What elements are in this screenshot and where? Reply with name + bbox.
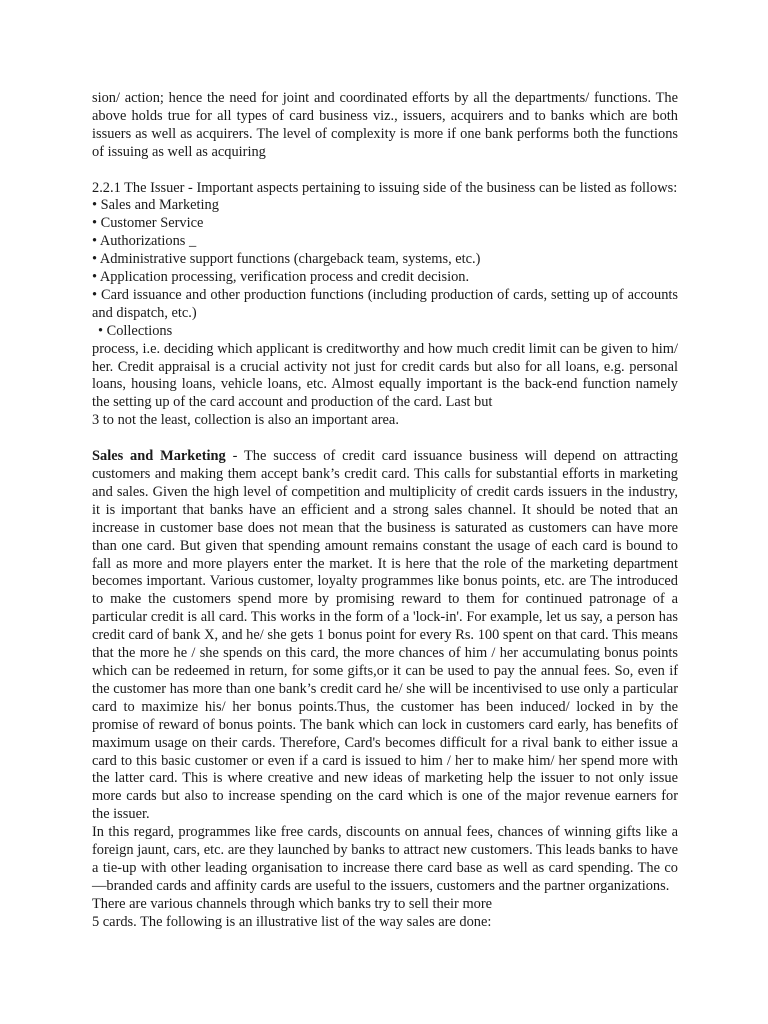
list-item: • Card issuance and other production functions (including production of cards, setting up of accounts and dispatch, etc.) xyxy=(92,286,678,321)
channels-line-1: There are various channels through which banks try to sell their more xyxy=(92,895,493,912)
process-paragraph xyxy=(92,341,678,431)
sales-text: - The success of credit card issuance business will depend on attracting customers and making them accept bank’s credit card. This calls for substantial efforts in marketing and sales. Given the high level of competition and multiplicity of credit cards issuers in the industry, it is important that banks have an efficient and a strong sales channel. It should be noted that an increase in customer base does not mean that the business is saturated as customers can have more than one card. But given that spending amount remains constant the usage of each card is bound to fall as more and more players enter the market. It is here that the role of the marketing department becomes important. Various customer, loyalty programmes like bonus points, etc. are The introduced to make the customers spend more by promising reward to them for continued patronage of a particular credit is all card. This works in the form of a 'lock-in'. For example, let us say, a person has credit card of bank X, and he/ she gets 1 bonus point for every Rs. 100 spent on that card. This means that the more he / she spends on this card, the more chances of him / her accumulating bonus points which can be redeemed in return, for some gifts,or it can be used to pay the annual fees. So, even if the customer has more than one bank’s credit card he/ she will be incentivised to use only a particular card to maximize his/ her bonus points.Thus, the customer has been induced/ locked in by the promise of reward of bonus points. The bank which can lock in customers card early, has benefits of maximum usage on their cards. Therefore, Card's becomes difficult for a rival bank to either issue a card to this basic customer or even if a card is issued to him / her to make him/ her spend more with the latter card. This is where creative and new ideas of marketing help the issuer to not only issue more cards but also to increase spending on the card which is one of the major revenue earners for the issuer. xyxy=(92,448,678,823)
spacer xyxy=(92,162,678,180)
list-item: • Administrative support functions (chargeback team, systems, etc.) xyxy=(92,251,481,268)
sales-paragraph xyxy=(92,448,678,824)
spacer xyxy=(92,430,678,448)
issuer-aspects-list xyxy=(92,197,678,340)
list-item: • Sales and Marketing xyxy=(92,197,219,214)
list-item: • Collections xyxy=(98,322,173,339)
list-item: • Customer Service xyxy=(92,215,204,232)
document-page xyxy=(92,90,678,932)
process-last-line: 3 to not the least, collection is also an important area. xyxy=(92,412,399,429)
intro-paragraph: sion/ action; hence the need for joint and coordinated efforts by all the departments/ functions. The above holds true for all types of card business viz., issuers, acquirers and to banks which are both issuers as well as acquirers. The level of complexity is more if one bank performs both the functions of issuing as well as acquiring xyxy=(92,90,678,160)
channels-line-2: 5 cards. The following is an illustrative list of the way sales are done: xyxy=(92,913,492,930)
process-text: process, i.e. deciding which applicant is creditworthy and how much credit limit can be given to him/ her. Credit appraisal is a crucial activity not just for credit cards but also for all loans, e.g. personal loans, housing loans, vehicle loans, etc. Almost equally important is the back-end function namely the setting up of the card account and production of the card. Last but xyxy=(92,340,678,411)
sales-heading: Sales and Marketing xyxy=(92,448,226,465)
list-item: • Authorizations _ xyxy=(92,233,197,250)
programmes-paragraph: In this regard, programmes like free cards, discounts on annual fees, chances of winning gifts like a foreign jaunt, cars, etc. are they launched by banks to attract new customers. This leads banks to have a tie-up with other leading organisation to increase there card base as well as card spending. The co—branded cards and affinity cards are useful to the issuers, customers and the partner organizations. xyxy=(92,824,678,894)
list-item: • Application processing, verification process and credit decision. xyxy=(92,269,470,286)
channels-paragraph xyxy=(92,896,678,932)
issuer-heading: 2.2.1 The Issuer - Important aspects pertaining to issuing side of the business can be listed as follows: xyxy=(92,179,678,196)
